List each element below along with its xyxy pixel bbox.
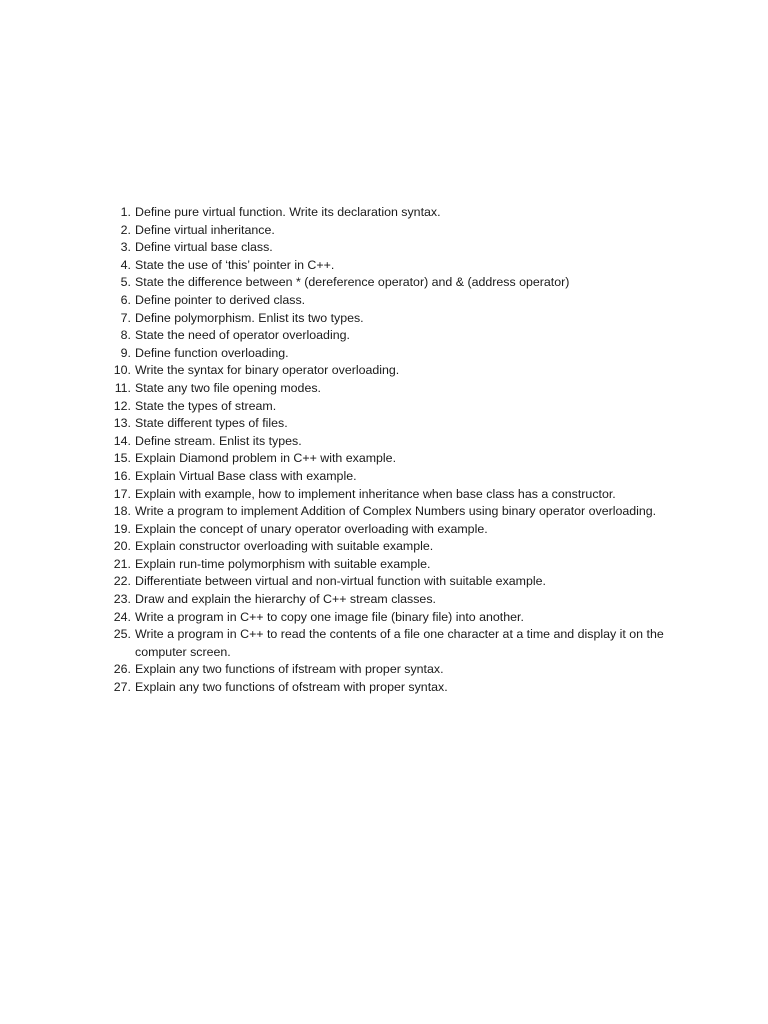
question-number: 8. [120, 328, 131, 343]
question-text: State any two file opening modes. [135, 380, 321, 395]
question-number: 15. [113, 451, 131, 466]
question-number: 19. [113, 521, 131, 536]
question-number: 20. [113, 539, 131, 554]
question-item [108, 609, 668, 627]
question-item [108, 398, 668, 416]
question-text: State different types of files. [135, 416, 288, 431]
question-text: Explain any two functions of ifstream with proper syntax. [135, 662, 444, 677]
question-text: Define virtual base class. [135, 240, 273, 255]
question-item [108, 415, 668, 433]
question-item [108, 239, 668, 257]
question-number: 12. [113, 398, 131, 413]
question-item [108, 503, 668, 521]
question-number: 22. [113, 574, 131, 589]
question-item [108, 292, 668, 310]
question-text: Explain constructor overloading with suitable example. [135, 539, 434, 554]
question-number: 11. [114, 380, 131, 395]
question-number: 27. [113, 680, 131, 695]
question-text: Draw and explain the hierarchy of C++ stream classes. [135, 592, 436, 607]
question-item [108, 450, 668, 468]
question-text: Explain the concept of unary operator overloading with example. [135, 521, 488, 536]
question-number: 25. [113, 627, 131, 642]
question-number: 3. [120, 240, 131, 255]
question-text: State the types of stream. [135, 398, 277, 413]
question-number: 14. [113, 433, 131, 448]
question-item [108, 661, 668, 679]
question-item [108, 521, 668, 539]
question-item [108, 345, 668, 363]
question-item [108, 556, 668, 574]
question-text: Define stream. Enlist its types. [135, 433, 302, 448]
question-item [108, 433, 668, 451]
question-text: Define virtual inheritance. [135, 222, 275, 237]
question-item [108, 679, 668, 697]
question-number: 23. [113, 592, 131, 607]
question-text: Define polymorphism. Enlist its two types. [135, 310, 364, 325]
question-list [108, 204, 668, 697]
question-item [108, 274, 668, 292]
question-text: Explain Diamond problem in C++ with example. [135, 451, 397, 466]
question-text: Differentiate between virtual and non-virtual function with suitable example. [135, 574, 546, 589]
question-number: 16. [113, 468, 131, 483]
question-text: Explain with example, how to implement inheritance when base class has a constructor. [135, 486, 616, 501]
question-text: Write a program in C++ to read the contents of a file one character at a time and display it on the computer screen. [135, 627, 664, 659]
question-item [108, 310, 668, 328]
question-number: 6. [120, 292, 131, 307]
question-number: 24. [113, 609, 131, 624]
question-number: 18. [113, 504, 131, 519]
question-number: 5. [120, 275, 131, 290]
question-item [108, 591, 668, 609]
question-item [108, 327, 668, 345]
question-number: 10. [113, 363, 131, 378]
question-text: State the need of operator overloading. [135, 328, 350, 343]
question-text: Write a program in C++ to copy one image file (binary file) into another. [135, 609, 524, 624]
question-text: Define function overloading. [135, 345, 289, 360]
question-text: Explain run-time polymorphism with suitable example. [135, 556, 431, 571]
question-number: 26. [113, 662, 131, 677]
question-item [108, 626, 668, 661]
question-text: Define pointer to derived class. [135, 292, 306, 307]
question-text: Explain Virtual Base class with example. [135, 468, 357, 483]
question-item [108, 486, 668, 504]
question-text: State the use of ‘this’ pointer in C++. [135, 257, 335, 272]
question-number: 2. [120, 222, 131, 237]
question-text: Define pure virtual function. Write its declaration syntax. [135, 205, 441, 219]
question-item [108, 573, 668, 591]
question-number: 21. [113, 556, 131, 571]
question-number: 17. [113, 486, 131, 501]
question-number: 1. [120, 205, 131, 219]
question-item [108, 362, 668, 380]
question-number: 7. [120, 310, 131, 325]
question-text: Explain any two functions of ofstream with proper syntax. [135, 680, 448, 695]
question-item [108, 222, 668, 240]
question-number: 4. [120, 257, 131, 272]
question-number: 9. [120, 345, 131, 360]
question-item [108, 204, 668, 222]
question-item [108, 538, 668, 556]
question-text: Write a program to implement Addition of Complex Numbers using binary operator overloading. [135, 504, 657, 519]
question-item [108, 257, 668, 275]
question-item [108, 380, 668, 398]
question-item [108, 468, 668, 486]
question-text: Write the syntax for binary operator overloading. [135, 363, 400, 378]
question-number: 13. [113, 416, 131, 431]
question-text: State the difference between * (dereference operator) and & (address operator) [135, 275, 570, 290]
